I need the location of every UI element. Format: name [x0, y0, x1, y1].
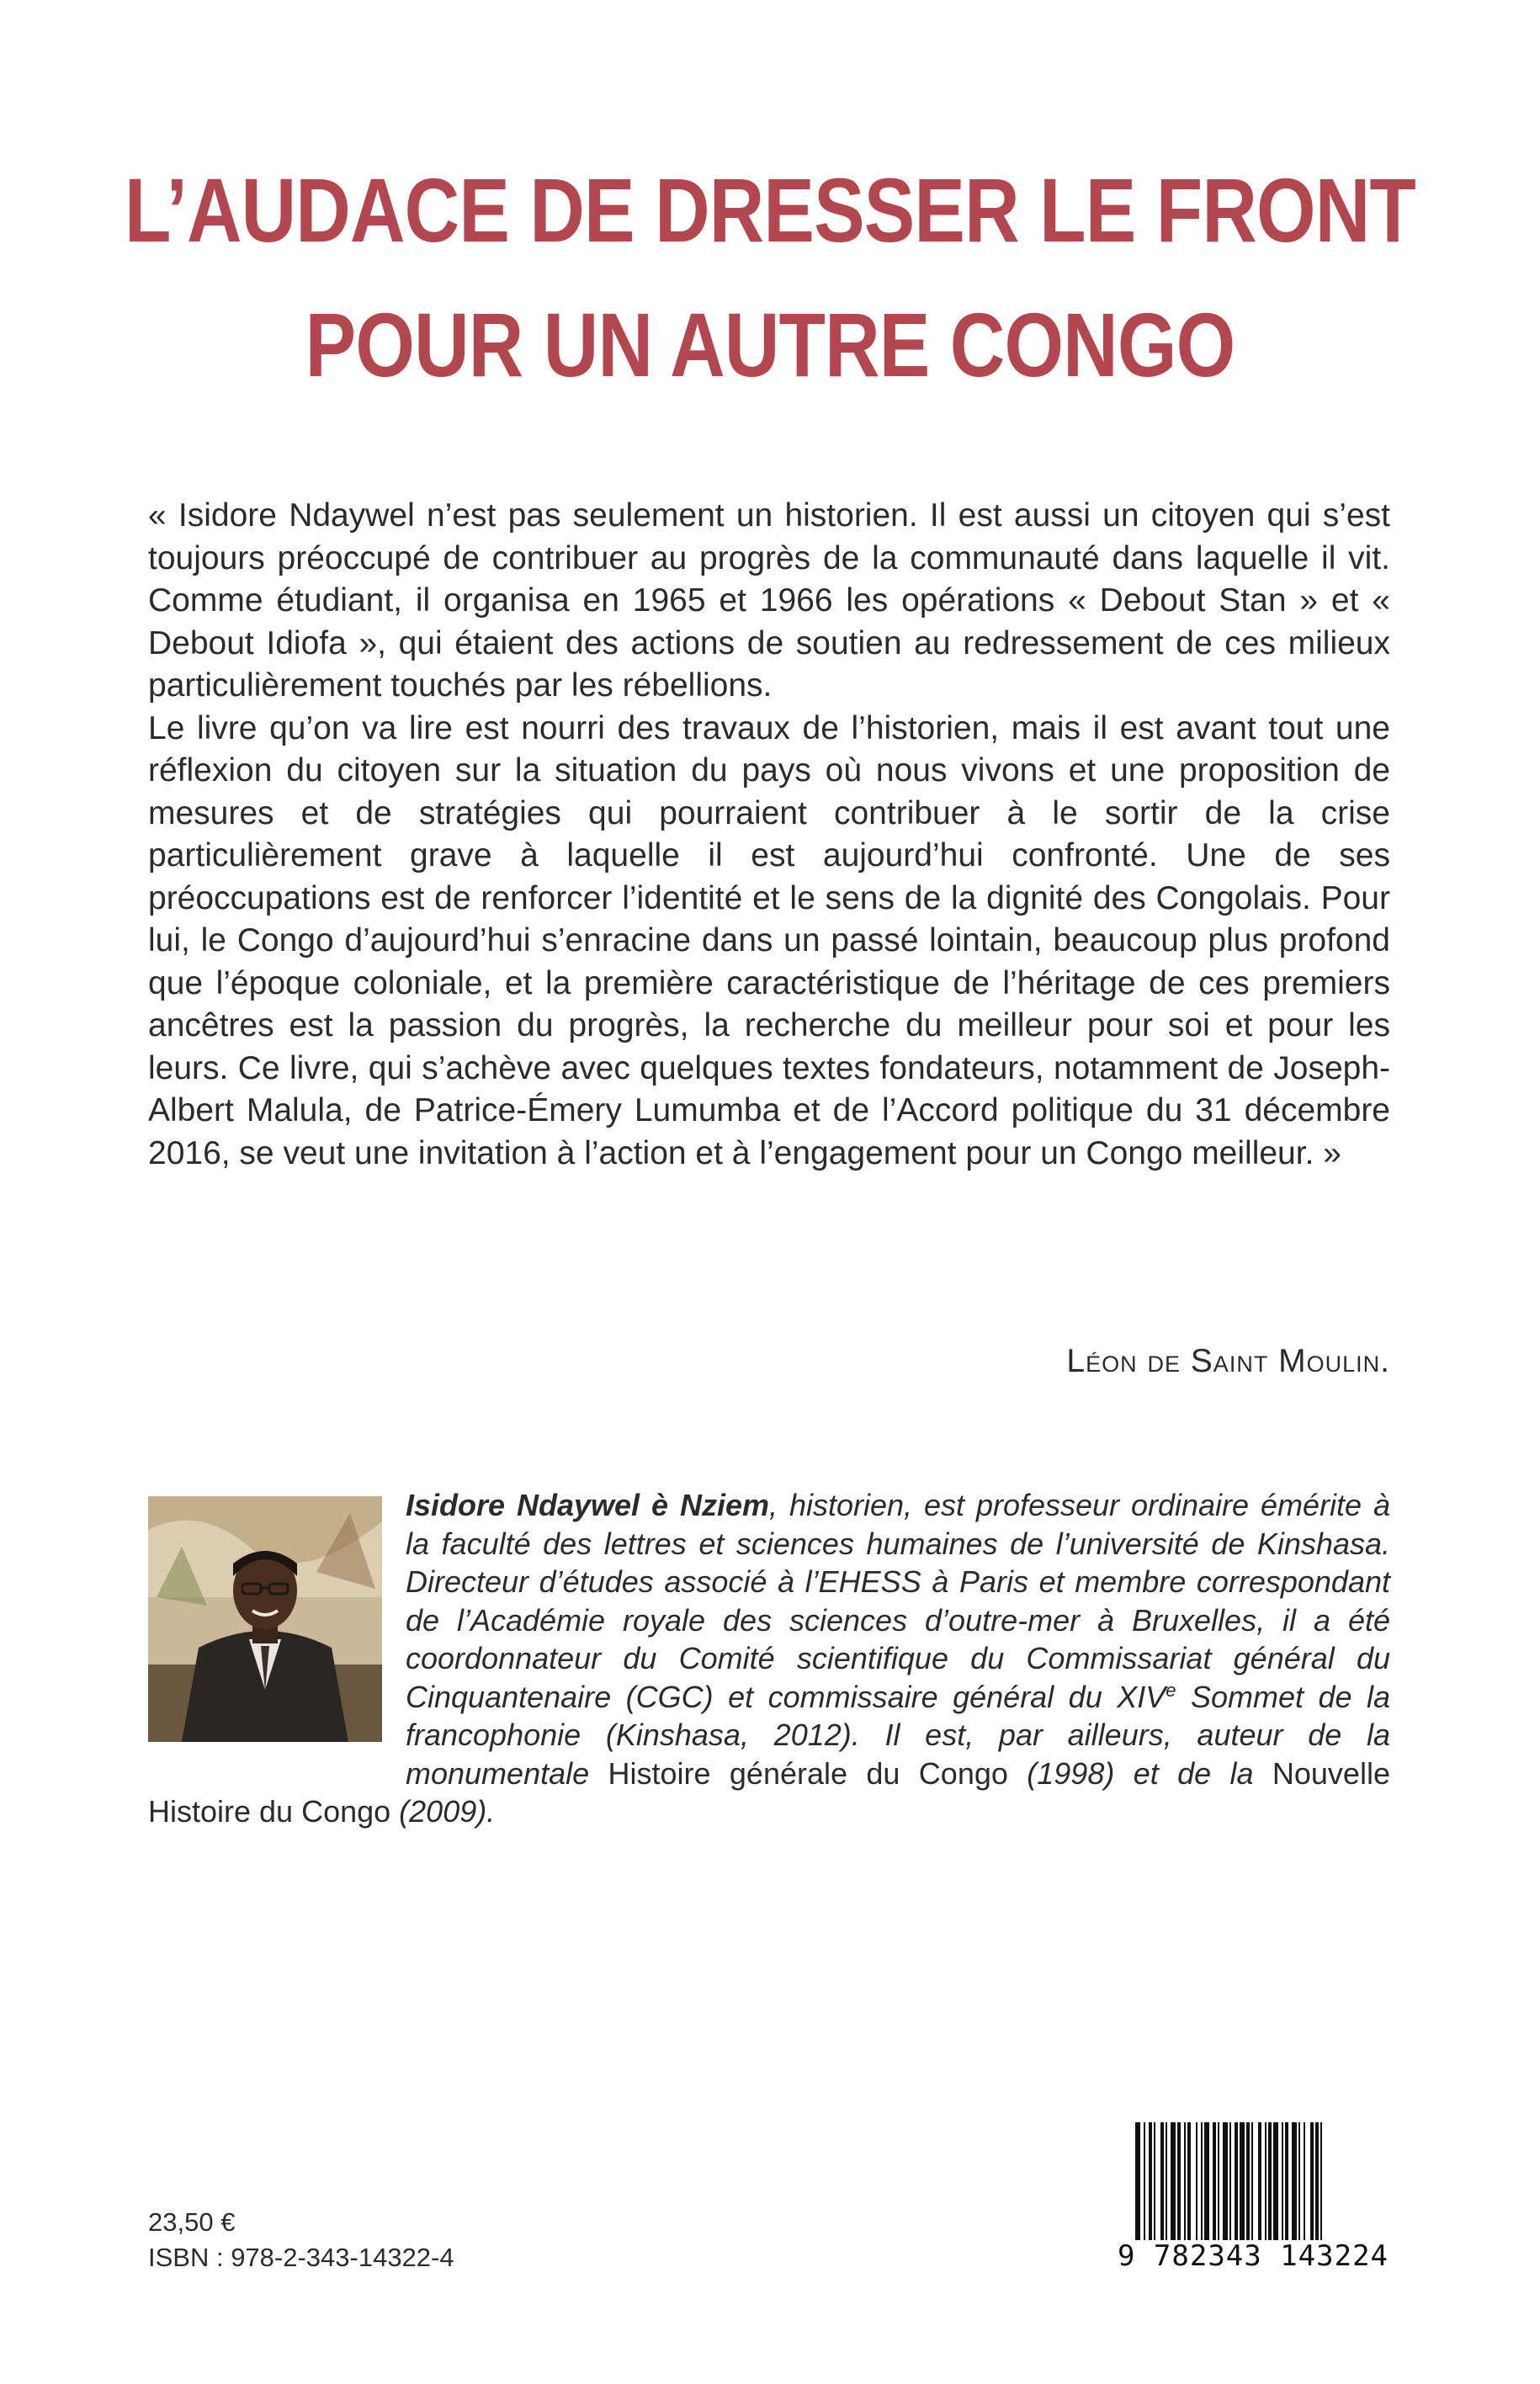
- bio-text-2: Sommet de la francophonie (Kinshasa, 2012). Il est, par ailleurs, auteur de la monumentale: [406, 1679, 1390, 1791]
- barcode-bar: [1144, 2122, 1145, 2249]
- barcode-bar: [1166, 2122, 1167, 2249]
- barcode-bar: [1258, 2122, 1261, 2249]
- barcode-bar: [1320, 2122, 1322, 2249]
- title-line-1: L’AUDACE DE DRESSER LE FRONT: [125, 159, 1415, 261]
- price-block: [148, 2205, 454, 2275]
- barcode-bar: [1204, 2122, 1209, 2249]
- barcode-bar: [1184, 2122, 1186, 2249]
- barcode-bar: [1304, 2122, 1305, 2249]
- barcode-bar: [1149, 2122, 1152, 2249]
- book-title-histoire-generale: Histoire générale du Congo: [608, 1755, 1008, 1791]
- barcode: [1117, 2122, 1389, 2272]
- quote-paragraph-1: « Isidore Ndaywel n’est pas seulement un historien. Il est aussi un citoyen qui s’est toujours préoccupé de contribuer au progrès de la communauté dans laquelle il vit. Comme étudiant, il organisa en 1965 et 1966 les opérations « Debout Stan » et « Debout Idiofa », qui étaient des actions de soutien au redressement de ces milieux particulièrement touchés par les rébellions.: [148, 497, 1390, 704]
- isbn: ISBN : 978-2-343-14322-4: [148, 2243, 454, 2272]
- price: 23,50 €: [148, 2207, 236, 2237]
- barcode-bar: [1160, 2122, 1164, 2249]
- author-bio: [148, 1486, 1390, 1831]
- book-title: [123, 143, 1416, 412]
- barcode-bar: [1315, 2122, 1319, 2249]
- barcode-bar: [1235, 2122, 1238, 2249]
- barcode-bar: [1187, 2122, 1191, 2249]
- barcode-bar: [1273, 2122, 1278, 2249]
- bio-text-1: , historien, est professeur ordinaire émérite à la faculté des lettres et sciences humaines de l’université de Kinshasa. Directeur d’études associé à l’EHESS à Paris et membre correspondant de l’Académie royale des sciences d’outre-mer à Bruxelles, il a été coordonnateur du Comité scientifique du Commissariat général du Cinquantenaire (CGC) et commissaire général du XIV: [406, 1488, 1391, 1714]
- barcode-bar: [1292, 2122, 1297, 2249]
- barcode-bar: [1240, 2122, 1245, 2249]
- barcode-bar: [1229, 2122, 1231, 2249]
- barcode-bar: [1201, 2122, 1203, 2249]
- barcode-bar: [1135, 2122, 1140, 2249]
- bio-text-4: (2009).: [390, 1794, 496, 1829]
- barcode-bar: [1298, 2122, 1300, 2249]
- barcode-bar: [1282, 2122, 1283, 2249]
- barcode-bar: [1196, 2122, 1197, 2249]
- back-cover-quote: [148, 495, 1390, 1175]
- barcode-bar: [1246, 2122, 1250, 2249]
- barcode-bar: [1251, 2122, 1253, 2249]
- quote-paragraph-2: Le livre qu’on va lire est nourri des travaux de l’historien, mais il est avant tout une réflexion du citoyen sur la situation du pays où nous vivons et une proposition de mesures et de stratégies qui pourraient contribuer à le sortir de la crise particulièrement grave à laquelle il est aujourd’hui confronté. Une de ses préoccupations est de renforcer l’identité et le sens de la dignité des Congolais. Pour lui, le Congo d’aujourd’hui s’enracine dans un passé lointain, beaucoup plus profond que l’époque coloniale, et la première caractéristique de l’héritage de ces premiers ancêtres est la passion du progrès, la recherche du meilleur pour soi et pour les leurs. Ce livre, qui s’achève avec quelques textes fondateurs, notamment de Joseph-Albert Malula, de Patrice-Émery Lumumba et de l’Accord politique du 31 décembre 2016, se veut une invitation à l’action et à l’engagement pour un Congo meilleur. »: [148, 709, 1390, 1171]
- barcode-number: 9 782343 143224: [1117, 2239, 1389, 2273]
- barcode-bar: [1223, 2122, 1228, 2249]
- quote-signature: Léon de Saint Moulin.: [1066, 1343, 1390, 1379]
- author-name: Isidore Ndaywel è Nziem: [406, 1488, 769, 1522]
- bio-superscript: e: [1166, 1679, 1176, 1701]
- title-line-2: POUR UN AUTRE CONGO: [305, 294, 1235, 396]
- barcode-bar: [1213, 2122, 1216, 2249]
- barcode-bar: [1285, 2122, 1288, 2249]
- barcode-bar: [1171, 2122, 1176, 2249]
- bio-text-3: (1998) et de la: [1007, 1755, 1272, 1791]
- barcode-bars: [1117, 2122, 1389, 2249]
- barcode-bar: [1268, 2122, 1272, 2249]
- barcode-bar: [1154, 2122, 1155, 2249]
- book-title-nouvelle-histoire: Nouvelle Histoire du Congo: [148, 1755, 1390, 1829]
- barcode-bar: [1177, 2122, 1181, 2249]
- barcode-bar: [1310, 2122, 1314, 2249]
- barcode-bar: [1265, 2122, 1267, 2249]
- barcode-bar: [1218, 2122, 1219, 2249]
